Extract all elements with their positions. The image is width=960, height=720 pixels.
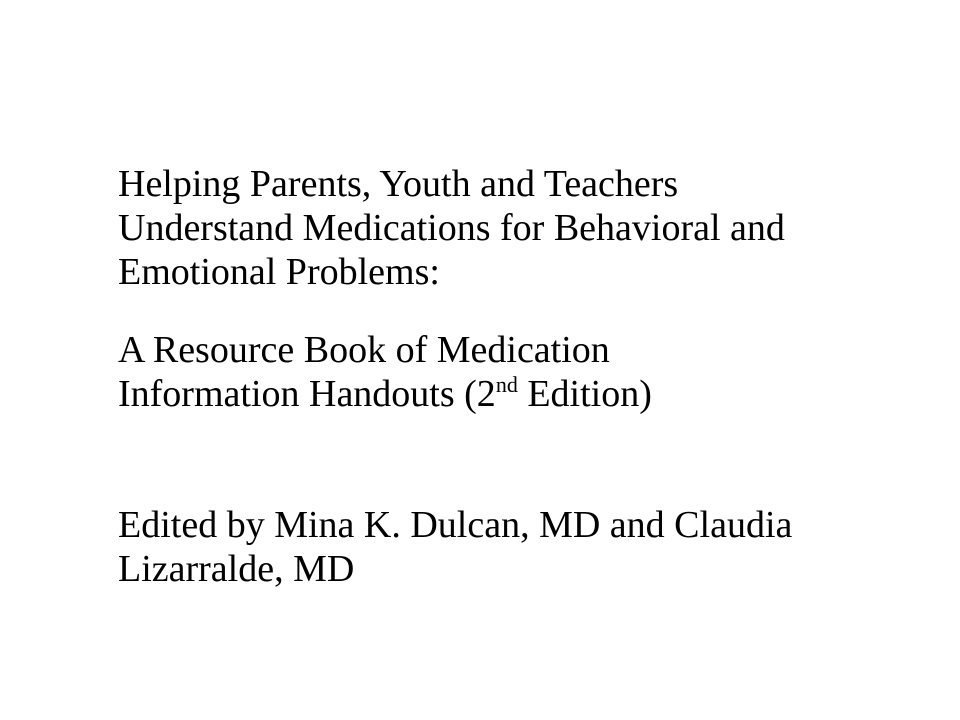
edition-ordinal-superscript: nd	[495, 372, 518, 397]
editors-line-2: Lizarralde, MD	[118, 548, 355, 590]
subtitle-line-2-end: Edition)	[517, 373, 652, 415]
subtitle-line-2-start: Information Handouts (2	[118, 373, 496, 415]
book-subtitle	[118, 328, 918, 416]
subtitle-line-1: A Resource Book of Medication	[118, 329, 610, 371]
editors-credit	[118, 503, 918, 591]
title-line-1: Helping Parents, Youth and Teachers	[118, 163, 679, 205]
subtitle-line-2	[118, 372, 918, 416]
book-title	[118, 162, 918, 294]
title-line-2: Understand Medications for Behavioral and	[118, 207, 785, 249]
title-line-3: Emotional Problems:	[118, 251, 440, 293]
editors-line-1: Edited by Mina K. Dulcan, MD and Claudia	[118, 504, 793, 546]
